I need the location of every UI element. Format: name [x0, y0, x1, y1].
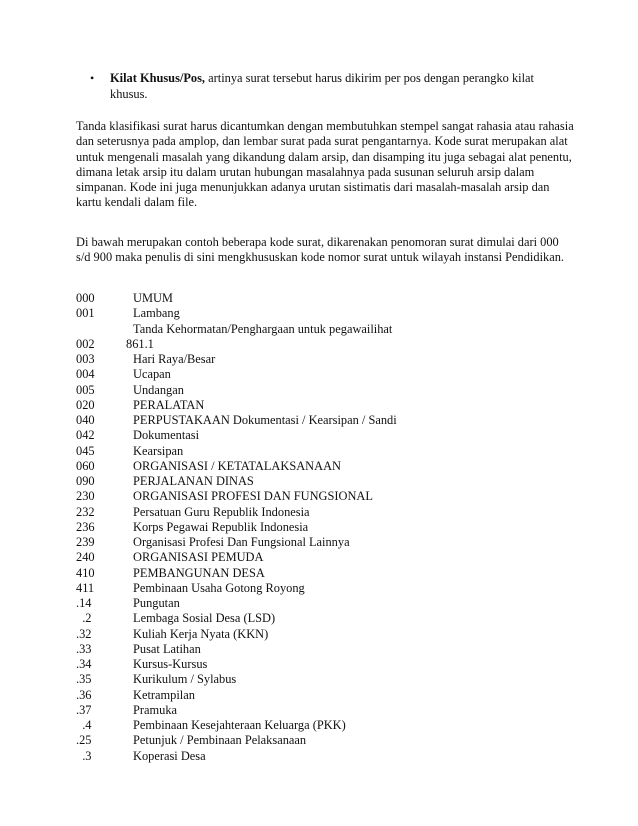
code-number: 004	[76, 367, 95, 382]
bullet-title: Kilat Khusus/Pos,	[110, 71, 206, 85]
code-row	[76, 352, 556, 367]
code-row	[76, 505, 556, 520]
bullet-marker: •	[90, 71, 95, 85]
code-number: 040	[76, 413, 95, 427]
code-description: PEMBANGUNAN DESA	[133, 565, 265, 580]
code-number: 411	[76, 580, 95, 595]
code-description: Ucapan	[133, 367, 171, 382]
code-row	[76, 550, 556, 565]
code-number: .2	[76, 611, 92, 626]
code-description: Koperasi Desa	[133, 748, 206, 763]
code-list	[76, 291, 556, 764]
code-description: PERALATAN	[133, 397, 205, 412]
code-number: 003	[76, 352, 95, 366]
code-row	[76, 459, 556, 474]
code-number: 240	[76, 550, 95, 565]
code-number: 001	[76, 306, 95, 321]
code-number: .34	[76, 657, 92, 671]
code-description: Lambang	[133, 306, 180, 321]
bullet-body: artinya surat tersebut harus dikirim per pos dengan perangko kilat khusus.	[110, 71, 534, 101]
code-row	[76, 337, 556, 352]
bullet-text	[110, 70, 570, 102]
code-row	[76, 489, 556, 504]
code-description: ORGANISASI PROFESI DAN FUNGSIONAL	[133, 489, 373, 504]
code-description: Kurikulum / Sylabus	[133, 672, 237, 687]
code-description: Petunjuk / Pembinaan Pelaksanaan	[133, 733, 307, 748]
code-number: 230	[76, 489, 95, 504]
code-row	[76, 596, 556, 611]
code-number: 005	[76, 382, 95, 397]
code-number: 045	[76, 443, 95, 458]
code-row	[76, 642, 556, 657]
code-row	[76, 688, 556, 703]
bullet-item	[90, 70, 570, 102]
code-description: 861.1	[126, 336, 154, 351]
code-row	[76, 291, 556, 306]
code-description: Kursus-Kursus	[133, 657, 208, 671]
code-row	[76, 474, 556, 489]
code-row	[76, 672, 556, 687]
code-row	[76, 413, 556, 428]
code-description: Pembinaan Kesejahteraan Keluarga (PKK)	[133, 718, 346, 732]
code-number: .37	[76, 702, 92, 717]
code-number: 410	[76, 565, 95, 580]
code-row	[76, 444, 556, 459]
code-row	[76, 520, 556, 535]
code-number: .33	[76, 641, 92, 656]
code-description: Persatuan Guru Republik Indonesia	[133, 504, 310, 519]
code-number: .35	[76, 672, 92, 687]
code-description: Kearsipan	[133, 443, 184, 458]
code-number: .36	[76, 687, 92, 702]
code-number: 232	[76, 504, 95, 519]
code-description: UMUM	[133, 291, 173, 305]
code-description: Pungutan	[133, 596, 180, 610]
code-description: Ketrampilan	[133, 687, 195, 702]
code-row	[76, 657, 556, 672]
code-description: Organisasi Profesi Dan Fungsional Lainnya	[133, 535, 350, 549]
code-number: 239	[76, 535, 95, 549]
code-number: 236	[76, 519, 95, 534]
code-number: 002	[76, 336, 95, 351]
code-row	[76, 383, 556, 398]
code-row	[76, 535, 556, 550]
code-description: ORGANISASI PEMUDA	[133, 550, 264, 565]
code-description: Korps Pegawai Republik Indonesia	[133, 519, 309, 534]
code-number: 000	[76, 291, 95, 305]
paragraph-classification: Tanda klasifikasi surat harus dicantumkan dengan membutuhkan stempel sangat rahasia atau rahasia dan seterusnya pada amplop, dan lembar surat pada surat pengantarnya. Kode surat merupakan alat untuk mengenali masalah yang dikandung dalam arsip, dan disamping itu juga sebagai alat penentu, dimana letak arsip itu dalam urutan hubungan masalahnya pada susunan seluruh arsip dalam simpanan. Kode ini juga menunjukkan adanya urutan sistimatis dari masalah-masalah arsip dan kartu kendali dalam file.	[76, 119, 574, 210]
code-description: Lembaga Sosial Desa (LSD)	[133, 611, 276, 626]
code-row	[76, 718, 556, 733]
code-row	[76, 749, 556, 764]
code-number: .32	[76, 626, 92, 641]
code-row	[76, 367, 556, 382]
code-description: Tanda Kehormatan/Penghargaan untuk pegawailihat	[133, 321, 393, 336]
code-number: 090	[76, 474, 95, 488]
paragraph-example-intro: Di bawah merupakan contoh beberapa kode surat, dikarenakan penomoran surat dimulai dari 000 s/d 900 maka penulis di sini mengkhususkan kode nomor surat untuk wilayah instansi Pendidikan.	[76, 235, 565, 265]
code-row	[76, 611, 556, 626]
code-number: 042	[76, 428, 95, 443]
code-row	[76, 581, 556, 596]
code-number: .3	[76, 748, 92, 763]
code-number: .25	[76, 733, 92, 748]
code-description: Pusat Latihan	[133, 641, 201, 656]
code-description: ORGANISASI / KETATALAKSANAAN	[133, 458, 341, 473]
code-row	[76, 733, 556, 748]
code-number: .4	[76, 718, 92, 732]
code-description: Dokumentasi	[133, 428, 200, 443]
code-description: Kuliah Kerja Nyata (KKN)	[133, 626, 269, 641]
code-description: PERPUSTAKAAN Dokumentasi / Kearsipan / Sandi	[133, 413, 397, 427]
code-row	[76, 627, 556, 642]
code-description: Pembinaan Usaha Gotong Royong	[133, 580, 305, 595]
code-description: Hari Raya/Besar	[133, 352, 216, 366]
code-description: Pramuka	[133, 702, 178, 717]
code-row	[76, 306, 556, 321]
code-row	[76, 322, 556, 337]
code-row	[76, 398, 556, 413]
code-description: PERJALANAN DINAS	[133, 474, 254, 488]
code-number: 060	[76, 458, 95, 473]
code-row	[76, 428, 556, 443]
code-description: Undangan	[133, 382, 184, 397]
code-number: .14	[76, 596, 92, 610]
code-number: 020	[76, 397, 95, 412]
code-row	[76, 566, 556, 581]
code-row	[76, 703, 556, 718]
